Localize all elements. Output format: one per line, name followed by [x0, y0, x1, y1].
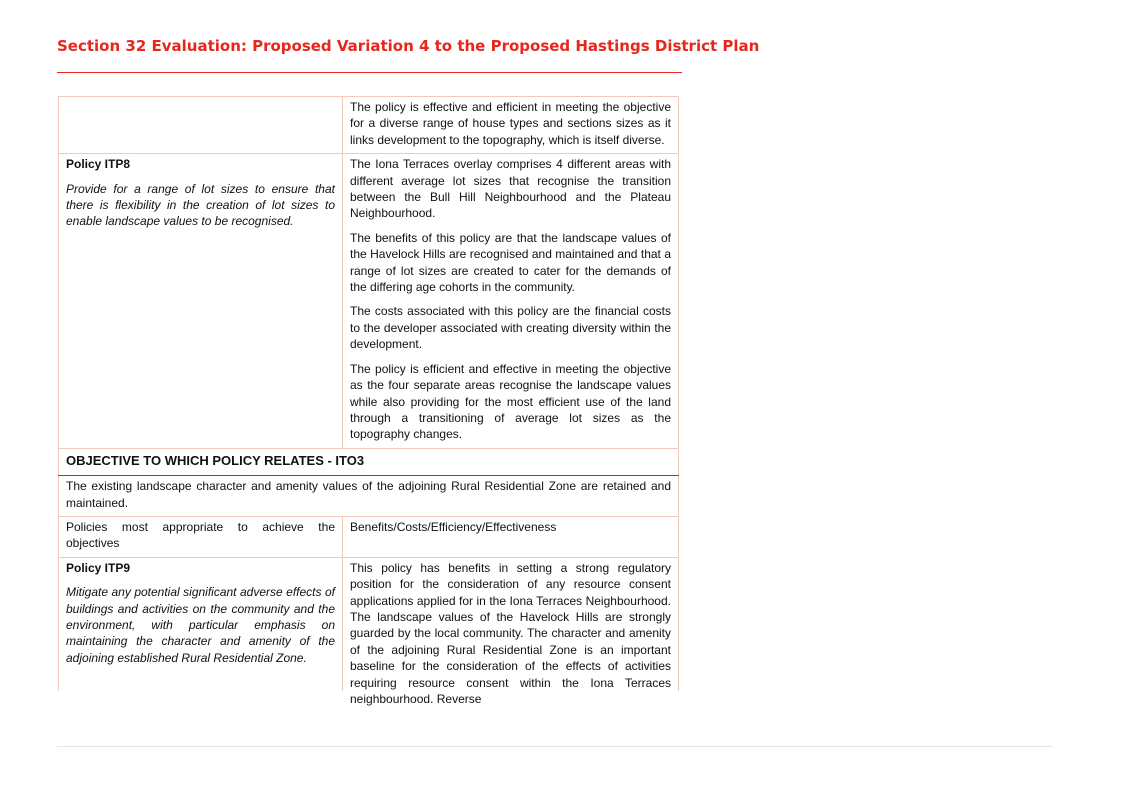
column-header-right: Benefits/Costs/Efficiency/Effectiveness	[343, 516, 679, 557]
evaluation-paragraph: The costs associated with this policy are the financial costs to the developer associated with creating diversity within the development.	[350, 304, 671, 352]
table-cell-right	[343, 97, 679, 154]
policy-id: Policy ITP8	[66, 157, 131, 172]
objective-heading: OBJECTIVE TO WHICH POLICY RELATES - ITO3	[59, 448, 679, 475]
policy-text: Mitigate any potential significant adverse effects of buildings and activities on the community and the environment, with particular emphasis on maintaining the character and amenity of the adjoining established Rural Residential Zone.	[66, 585, 335, 665]
evaluation-cell-itp9	[343, 557, 679, 706]
evaluation-paragraph: The policy is efficient and effective in meeting the objective as the four separate areas recognise the landscape values while also providing for the most efficient use of the land through a transitioning of average lot sizes as the topography changes.	[350, 361, 671, 442]
objective-heading-row	[59, 448, 679, 475]
table-row-itp9	[59, 557, 679, 691]
policy-text: Provide for a range of lot sizes to ensure that there is flexibility in the creation of lot sizes to enable landscape values to be recognised.	[66, 181, 335, 229]
continuation-paragraph: The policy is effective and efficient in meeting the objective for a diverse range of house types and sections sizes as it links development to the topography, which is itself diverse.	[350, 100, 671, 147]
page-title: Section 32 Evaluation: Proposed Variation 4 to the Proposed Hastings District Plan	[57, 37, 760, 55]
table-cell-empty	[59, 97, 343, 154]
title-divider	[57, 72, 682, 73]
column-header-left-text: Policies most appropriate to achieve the objectives	[66, 519, 335, 551]
column-header-row	[59, 516, 679, 557]
evaluation-table	[58, 96, 679, 706]
evaluation-paragraph: This policy has benefits in setting a strong regulatory position for the consideration of any resource consent applications applied for in the Iona Terraces Neighbourhood. The landscape values of the Havelock Hills are strongly guarded by the local community. The character and amenity of the adjoining Rural Residential Zone is an important baseline for the consideration of the effects of activities requiring resource consent within the Iona Terraces neighbourhood. Reverse	[350, 560, 671, 706]
footer-divider	[57, 746, 1053, 747]
objective-text-cell	[59, 476, 679, 517]
objective-text-row	[59, 476, 679, 517]
evaluation-paragraph: The benefits of this policy are that the landscape values of the Havelock Hills are recognised and maintained and that a range of lot sizes are created to cater for the demands of the differing age cohorts in the community.	[350, 230, 671, 295]
table-row-itp8	[59, 154, 679, 449]
objective-text: The existing landscape character and amenity values of the adjoining Rural Residential Zone are retained and maintained.	[66, 479, 671, 510]
policy-cell-itp8	[59, 154, 343, 449]
policy-id: Policy ITP9	[66, 560, 131, 575]
table-row	[59, 97, 679, 154]
column-header-left	[59, 516, 343, 557]
evaluation-paragraph: The Iona Terraces overlay comprises 4 different areas with different average lot sizes that recognise the transition between the Bull Hill Neighbourhood and the Plateau Neighbourhood.	[350, 157, 671, 221]
policy-cell-itp9	[59, 557, 343, 691]
evaluation-cell-itp8	[343, 154, 679, 449]
